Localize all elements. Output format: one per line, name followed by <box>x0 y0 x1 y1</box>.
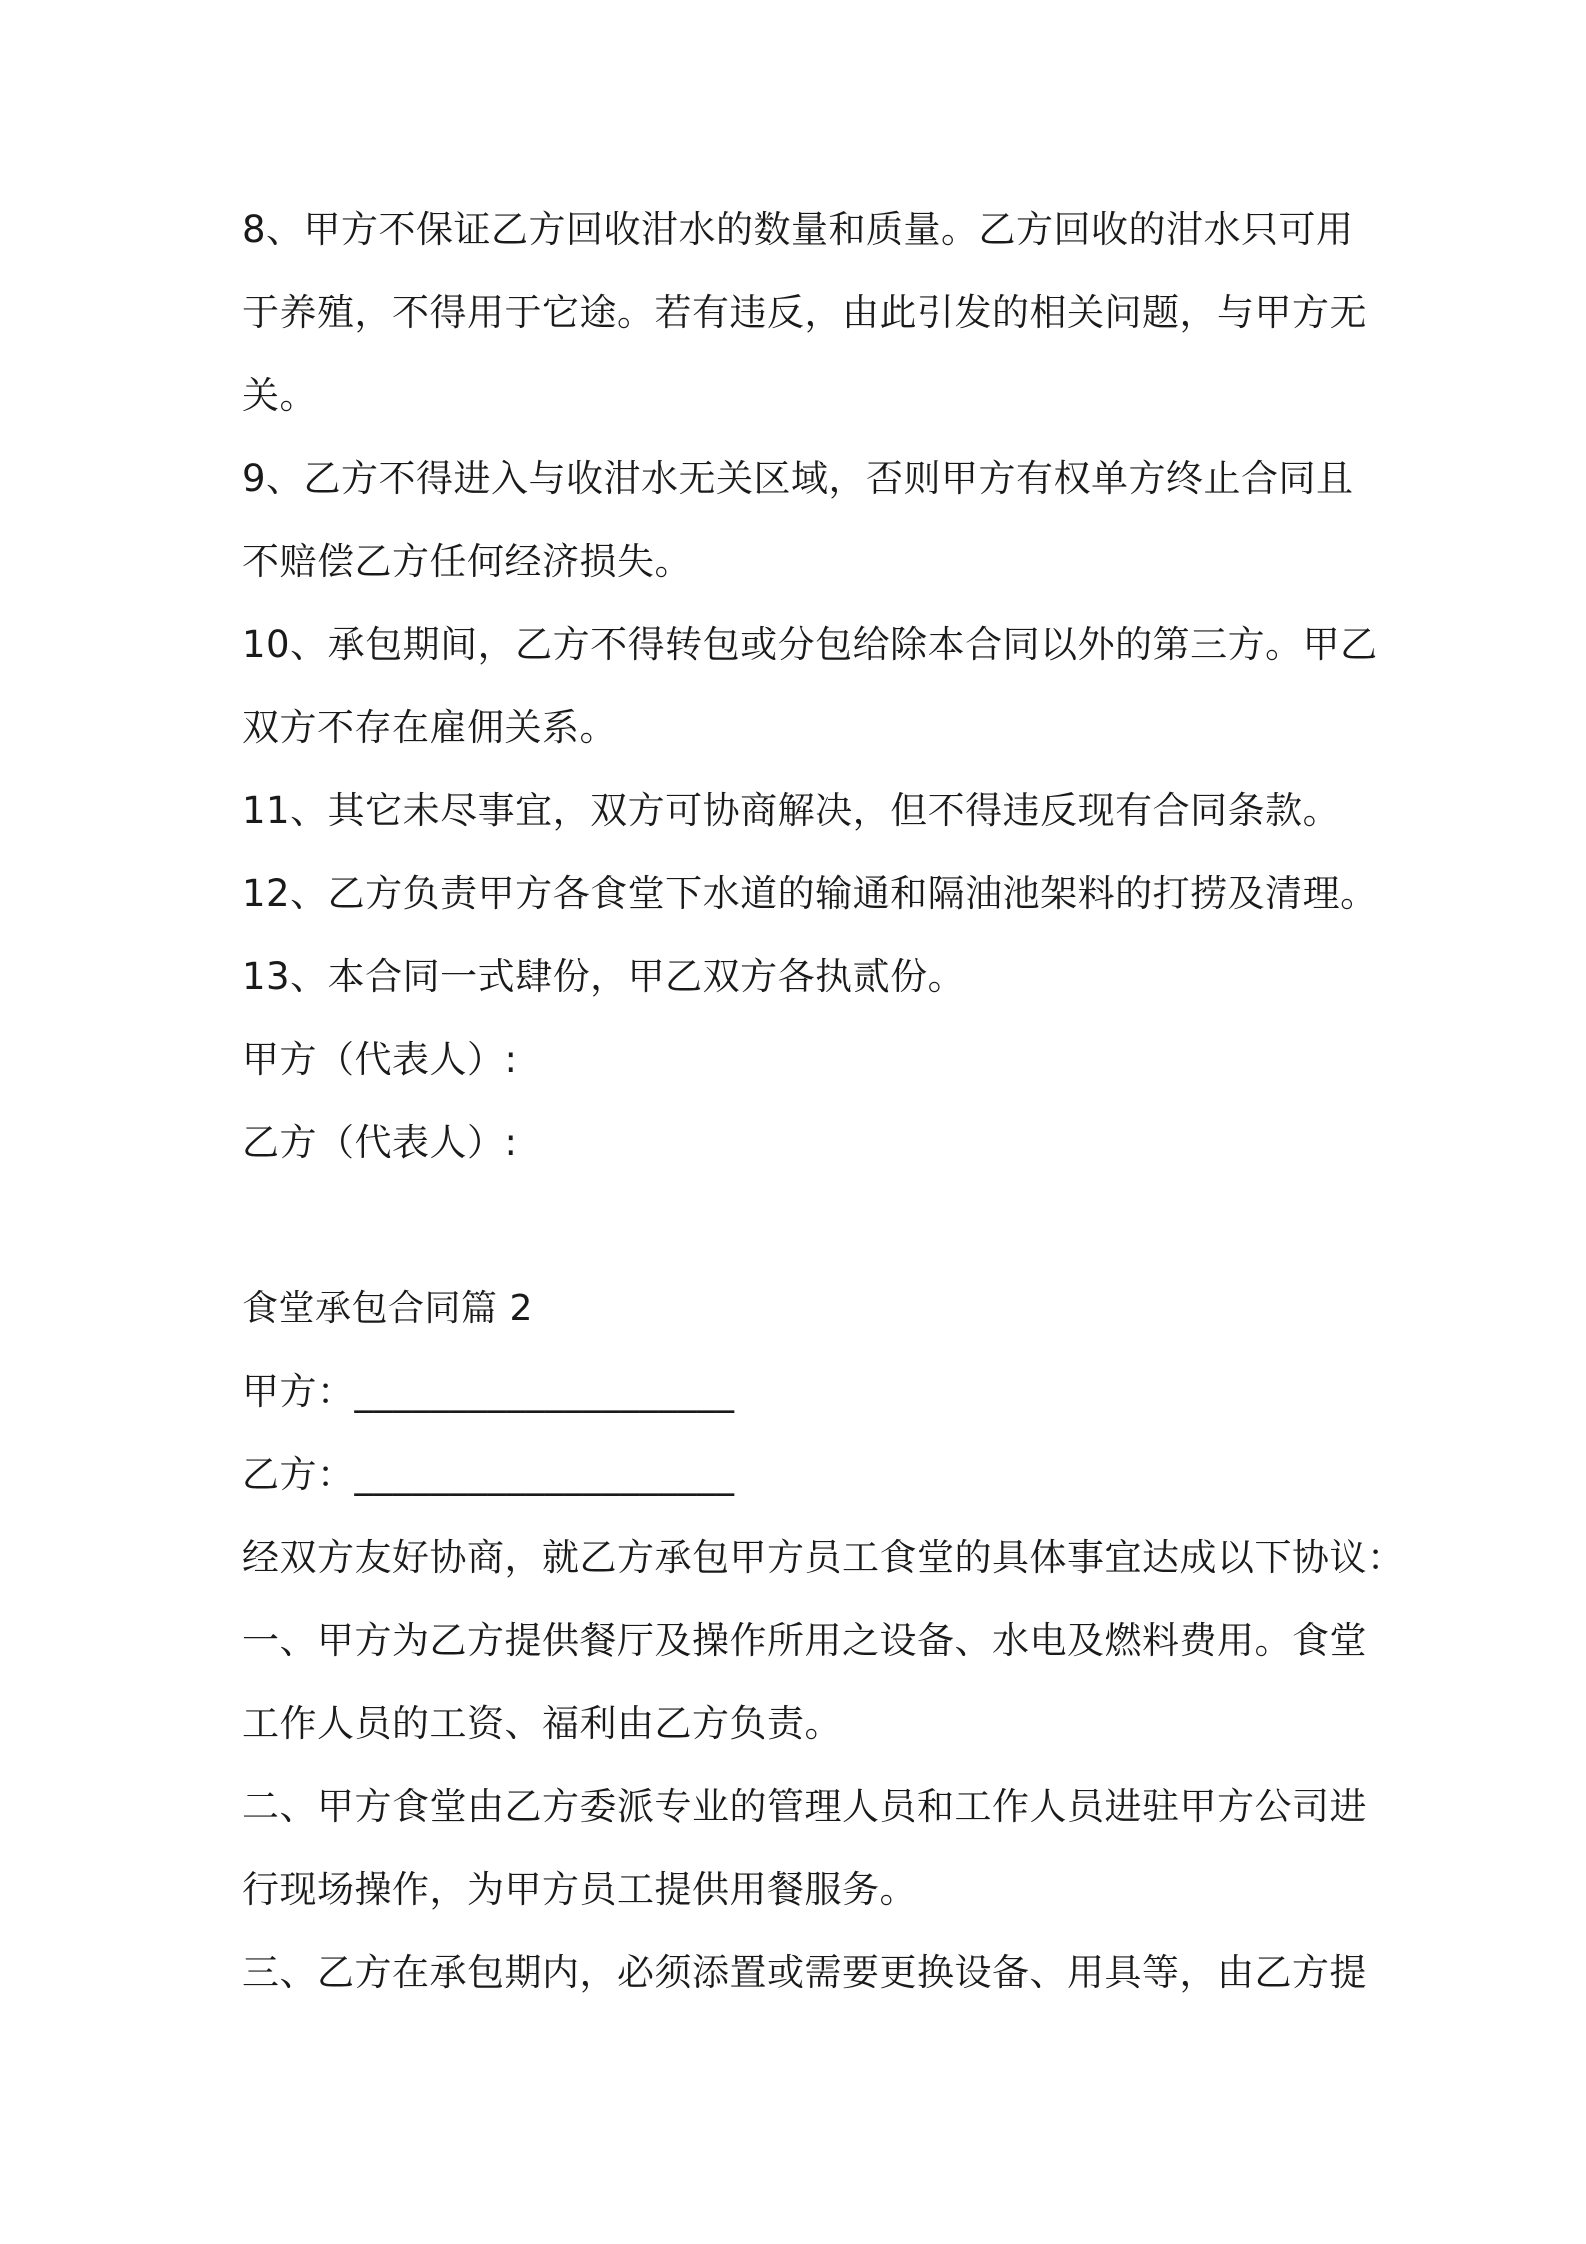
clause-12: 12、乙方负责甲方各食堂下水道的输通和隔油池架料的打捞及清理。 <box>242 872 1378 915</box>
party-a-representative: 甲方（代表人）: <box>242 1038 518 1081</box>
clause-13: 13、本合同一式肆份，甲乙双方各执贰份。 <box>242 955 966 998</box>
article-1-line-2: 工作人员的工资、福利由乙方负责。 <box>242 1702 842 1745</box>
clause-8-line-2: 于养殖，不得用于它途。若有违反，由此引发的相关问题，与甲方无 <box>242 291 1367 334</box>
party-a-field: 甲方：____________________ <box>242 1370 735 1413</box>
party-b-field: 乙方：____________________ <box>242 1453 735 1496</box>
article-3-line-1: 三、乙方在承包期内，必须添置或需要更换设备、用具等，由乙方提 <box>242 1951 1367 1994</box>
agreement-intro: 经双方友好协商，就乙方承包甲方员工食堂的具体事宜达成以下协议： <box>242 1536 1405 1579</box>
article-2-line-2: 行现场操作，为甲方员工提供用餐服务。 <box>242 1868 917 1911</box>
clause-8-line-3: 关。 <box>242 374 317 417</box>
clause-11: 11、其它未尽事宜，双方可协商解决，但不得违反现有合同条款。 <box>242 789 1341 832</box>
party-b-representative: 乙方（代表人）: <box>242 1121 518 1164</box>
clause-9-line-1: 9、乙方不得进入与收泔水无关区域，否则甲方有权单方终止合同且 <box>242 457 1354 500</box>
article-2-line-1: 二、甲方食堂由乙方委派专业的管理人员和工作人员进驻甲方公司进 <box>242 1785 1367 1828</box>
clause-10-line-2: 双方不存在雇佣关系。 <box>242 706 617 749</box>
clause-10-line-1: 10、承包期间，乙方不得转包或分包给除本合同以外的第三方。甲乙 <box>242 623 1378 666</box>
clause-8-line-1: 8、甲方不保证乙方回收泔水的数量和质量。乙方回收的泔水只可用 <box>242 208 1354 251</box>
clause-9-line-2: 不赔偿乙方任何经济损失。 <box>242 540 692 583</box>
section-heading: 食堂承包合同篇 2 <box>242 1288 533 1329</box>
article-1-line-1: 一、甲方为乙方提供餐厅及操作所用之设备、水电及燃料费用。食堂 <box>242 1619 1367 1662</box>
